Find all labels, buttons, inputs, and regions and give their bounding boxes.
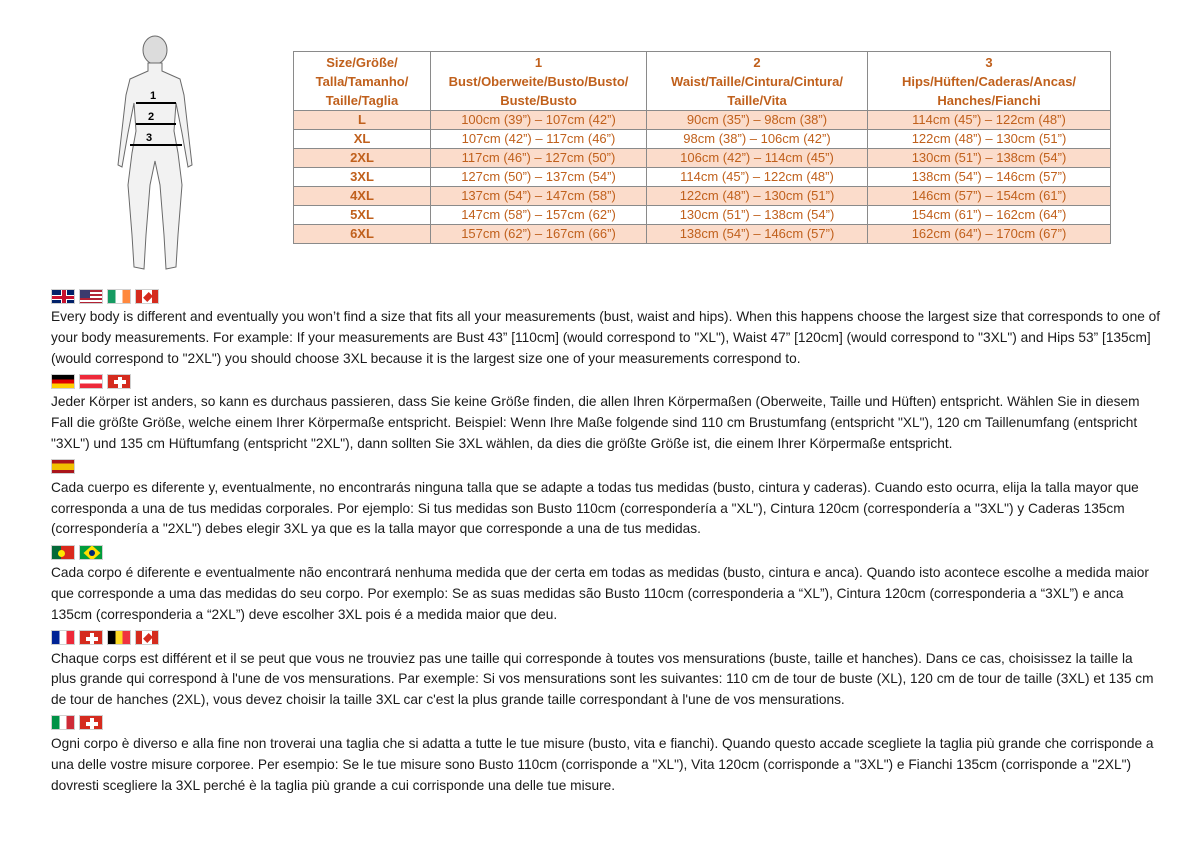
paragraph-french: Chaque corps est différent et il se peut que vous ne trouviez pas une taille qui corresponde à toutes vos mensurations (buste, taille et hanches). Dans ce cas, choisissez la taille la plus grande qui correspond à l'une de vos mensurations. Par exemple: Si vos mensurations sont les suivantes: 110 cm de tour de buste (XL), 120 cm de tour de taille (3XL) et 135 cm de tour de hanches (2XL), vous devez choisir la taille 3XL car c'est la plus grande taille correspondant à l'une de vos mensurations. — [51, 650, 1154, 708]
flag-uk-icon — [51, 289, 75, 304]
bust-cell: 147cm (58”) – 157cm (62”) — [431, 206, 647, 225]
flag-belgium-icon — [107, 630, 131, 645]
table-row — [294, 149, 1111, 168]
hips-cell: 138cm (54”) – 146cm (57”) — [868, 168, 1111, 187]
paragraph-portuguese: Cada corpo é diferente e eventualmente não encontrará nenhuma medida que der certa em todas as medidas (busto, cintura e anca). Quando isto acontece escolhe a medida maior que corresponde a uma das medidas do seu corpo. Por exemplo: Se as suas medidas são Busto 110cm (corresponderia a “XL”), Cintura 120cm (corresponderia a “3XL”) e anca 135cm (corresponderia a “2XL”) deve escolher 3XL pois é a medida maior que deu. — [51, 565, 1149, 622]
size-cell: 4XL — [294, 187, 431, 206]
flag-spain-icon — [51, 459, 75, 474]
table-row — [294, 225, 1111, 244]
flag-canada-icon — [135, 289, 159, 304]
flag-austria-icon — [79, 374, 103, 389]
header-size: Size/Größe/ Talla/Tamanho/ Taille/Taglia — [294, 52, 431, 111]
flags-french — [51, 629, 1161, 647]
hips-cell: 130cm (51”) – 138cm (54”) — [868, 149, 1111, 168]
size-cell: 6XL — [294, 225, 431, 244]
hips-cell: 122cm (48”) – 130cm (51”) — [868, 130, 1111, 149]
bust-cell: 137cm (54”) – 147cm (58”) — [431, 187, 647, 206]
table-header-row — [294, 52, 1111, 111]
flag-portugal-icon — [51, 545, 75, 560]
paragraph-spanish: Cada cuerpo es diferente y, eventualmente, no encontrarás ninguna talla que se adapte a todas tus medidas (busto, cintura y caderas). Cuando esto ocurra, elija la talla mayor que corresponda a una de tus medidas corporales. Por ejemplo: Si tus medidas son Busto 110cm (correspondería a "XL"), Cintura 120cm (correspondería a "3XL") y Caderas 135cm (correspondería a "2XL") debes elegir 3XL ya que es la talla mayor que corresponde a una de tus medidas. — [51, 479, 1139, 537]
paragraph-english: Every body is different and eventually you won’t find a size that fits all your measurements (bust, waist and hips). When this happens choose the largest size that corresponds to one of your body measurements. For example: If your measurements are Bust 43” [110cm] (would correspond to "XL"), Waist 47” [120cm] (would correspond to "3XL") and Hips 53” [135cm] (would correspond to "2XL") you should choose 3XL because it is the largest size one of your measurements correspond to. — [51, 309, 1161, 366]
flag-france-icon — [51, 630, 75, 645]
flags-spanish — [51, 458, 1161, 476]
table-row — [294, 111, 1111, 130]
bust-cell: 100cm (39”) – 107cm (42”) — [431, 111, 647, 130]
flag-italy-icon — [51, 715, 75, 730]
marker-1: 1 — [150, 90, 157, 102]
waist-cell: 138cm (54”) – 146cm (57”) — [647, 225, 868, 244]
size-cell: L — [294, 111, 431, 130]
flag-ireland-icon — [107, 289, 131, 304]
waist-cell: 90cm (35”) – 98cm (38”) — [647, 111, 868, 130]
header-waist: 2 Waist/Taille/Cintura/Cintura/ Taille/Vita — [647, 52, 868, 111]
flags-english — [51, 287, 1161, 305]
header-bust: 1 Bust/Oberweite/Busto/Busto/ Buste/Busto — [431, 52, 647, 111]
size-cell: 2XL — [294, 149, 431, 168]
flag-switzerland-icon — [79, 630, 103, 645]
bust-cell: 107cm (42”) – 117cm (46”) — [431, 130, 647, 149]
paragraph-italian: Ogni corpo è diverso e alla fine non troverai una taglia che si adatta a tutte le tue misure (busto, vita e fianchi). Quando questo accade scegliete la taglia più grande che corrisponde a una delle vostre misure corporee. Per esempio: Se le tue misure sono Busto 110cm (corrisponde a "XL"), Vita 120cm (corrisponde a "3XL") e Fianchi 135cm (corrisponde a "2XL") dovresti scegliere la 3XL perché è la taglia più grande a cui corrisponde una delle tue misure. — [51, 735, 1154, 793]
header-hips: 3 Hips/Hüften/Caderas/Ancas/ Hanches/Fianchi — [868, 52, 1111, 111]
hips-cell: 154cm (61”) – 162cm (64”) — [868, 206, 1111, 225]
size-table — [293, 51, 1111, 244]
hips-cell: 146cm (57”) – 154cm (61”) — [868, 187, 1111, 206]
flag-us-icon — [79, 289, 103, 304]
flags-italian — [51, 714, 1161, 732]
table-row — [294, 130, 1111, 149]
flag-switzerland-icon — [79, 715, 103, 730]
size-guide-text — [51, 284, 1161, 796]
waist-cell: 106cm (42”) – 114cm (45”) — [647, 149, 868, 168]
flag-germany-icon — [51, 374, 75, 389]
flags-german — [51, 372, 1161, 390]
waist-cell: 130cm (51”) – 138cm (54”) — [647, 206, 868, 225]
hips-cell: 162cm (64”) – 170cm (67”) — [868, 225, 1111, 244]
bust-cell: 127cm (50”) – 137cm (54”) — [431, 168, 647, 187]
body-measurement-figure — [100, 35, 210, 275]
flag-brazil-icon — [79, 545, 103, 560]
waist-cell: 122cm (48”) – 130cm (51”) — [647, 187, 868, 206]
size-cell: XL — [294, 130, 431, 149]
size-cell: 5XL — [294, 206, 431, 225]
hips-cell: 114cm (45”) – 122cm (48”) — [868, 111, 1111, 130]
marker-3: 3 — [146, 132, 153, 144]
paragraph-german: Jeder Körper ist anders, so kann es durchaus passieren, dass Sie keine Größe finden, die allen Ihren Körpermaßen (Oberweite, Taille und Hüften) entspricht. Wählen Sie in diesem Fall die größte Größe, welche einem Ihrer Körpermaße entspricht. Beispiel: Wenn Ihre Maße folgende sind 110 cm Brustumfang (entspricht "XL"), 120 cm Taillenumfang (entspricht "3XL") und 135 cm Hüftumfang (entspricht "2XL"), dann sollten Sie 3XL wählen, da dies die größte Größe ist, die einem Ihrer Körpermaße entspricht. — [51, 394, 1140, 451]
flag-canada-icon — [135, 630, 159, 645]
waist-cell: 114cm (45”) – 122cm (48”) — [647, 168, 868, 187]
bust-cell: 157cm (62”) – 167cm (66”) — [431, 225, 647, 244]
flags-portuguese — [51, 543, 1161, 561]
bust-cell: 117cm (46”) – 127cm (50”) — [431, 149, 647, 168]
table-row — [294, 187, 1111, 206]
size-cell: 3XL — [294, 168, 431, 187]
table-row — [294, 206, 1111, 225]
flag-switzerland-icon — [107, 374, 131, 389]
table-row — [294, 168, 1111, 187]
marker-2: 2 — [148, 111, 155, 123]
waist-cell: 98cm (38”) – 106cm (42”) — [647, 130, 868, 149]
